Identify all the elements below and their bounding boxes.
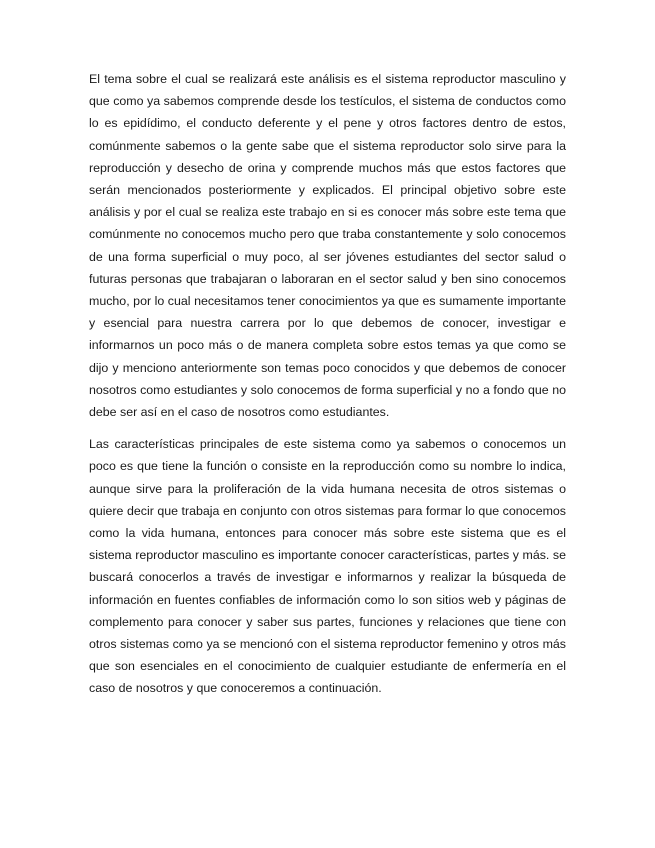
paragraph-1: El tema sobre el cual se realizará este análisis es el sistema reproductor masculino y que como ya sabemos comprende desde los testículos, el sistema de conductos como lo es epidídimo, el conducto deferente y el pene y otros factores dentro de estos, comúnmente sabemos o la gente sabe que el sistema reproductor solo sirve para la reproducción y desecho de orina y comprende muchos más que estos factores que serán mencionados posteriormente y explicados. El principal objetivo sobre este análisis y por el cual se realiza este trabajo en si es conocer más sobre este tema que comúnmente no conocemos mucho pero que traba constantemente y solo conocemos de una forma superficial o muy poco, al ser jóvenes estudiantes del sector salud o futuras personas que trabajaran o laboraran en el sector salud y ben sino conocemos mucho, por lo cual necesitamos tener conocimientos ya que es sumamente importante y esencial para nuestra carrera por lo que debemos de conocer, investigar e informarnos un poco más o de manera completa sobre estos temas ya que como se dijo y menciono anteriormente son temas poco conocidos y que debemos de conocer nosotros como estudiantes y solo conocemos de forma superficial y no a fondo que no debe ser así en el caso de nosotros como estudiantes. [89, 72, 566, 420]
paragraph-2: Las características principales de este sistema como ya sabemos o conocemos un poco es que tiene la función o consiste en la reproducción como su nombre lo indica, aunque sirve para la proliferación de la vida humana necesita de otros sistemas o quiere decir que trabaja en conjunto con otros sistemas para formar lo que conocemos como la vida humana, entonces para conocer más sobre este sistema que es el sistema reproductor masculino es importante conocer características, partes y más. se buscará conocerlos a través de investigar e informarnos y realizar la búsqueda de información en fuentes confiables de información como lo son sitios web y páginas de complemento para conocer y saber sus partes, funciones y relaciones que tiene con otros sistemas como ya se mencionó con el sistema reproductor femenino y otros más que son esenciales en el conocimiento de cualquier estudiante de enfermería en el caso de nosotros y que conoceremos a continuación. [89, 437, 566, 696]
document-body [89, 68, 566, 710]
